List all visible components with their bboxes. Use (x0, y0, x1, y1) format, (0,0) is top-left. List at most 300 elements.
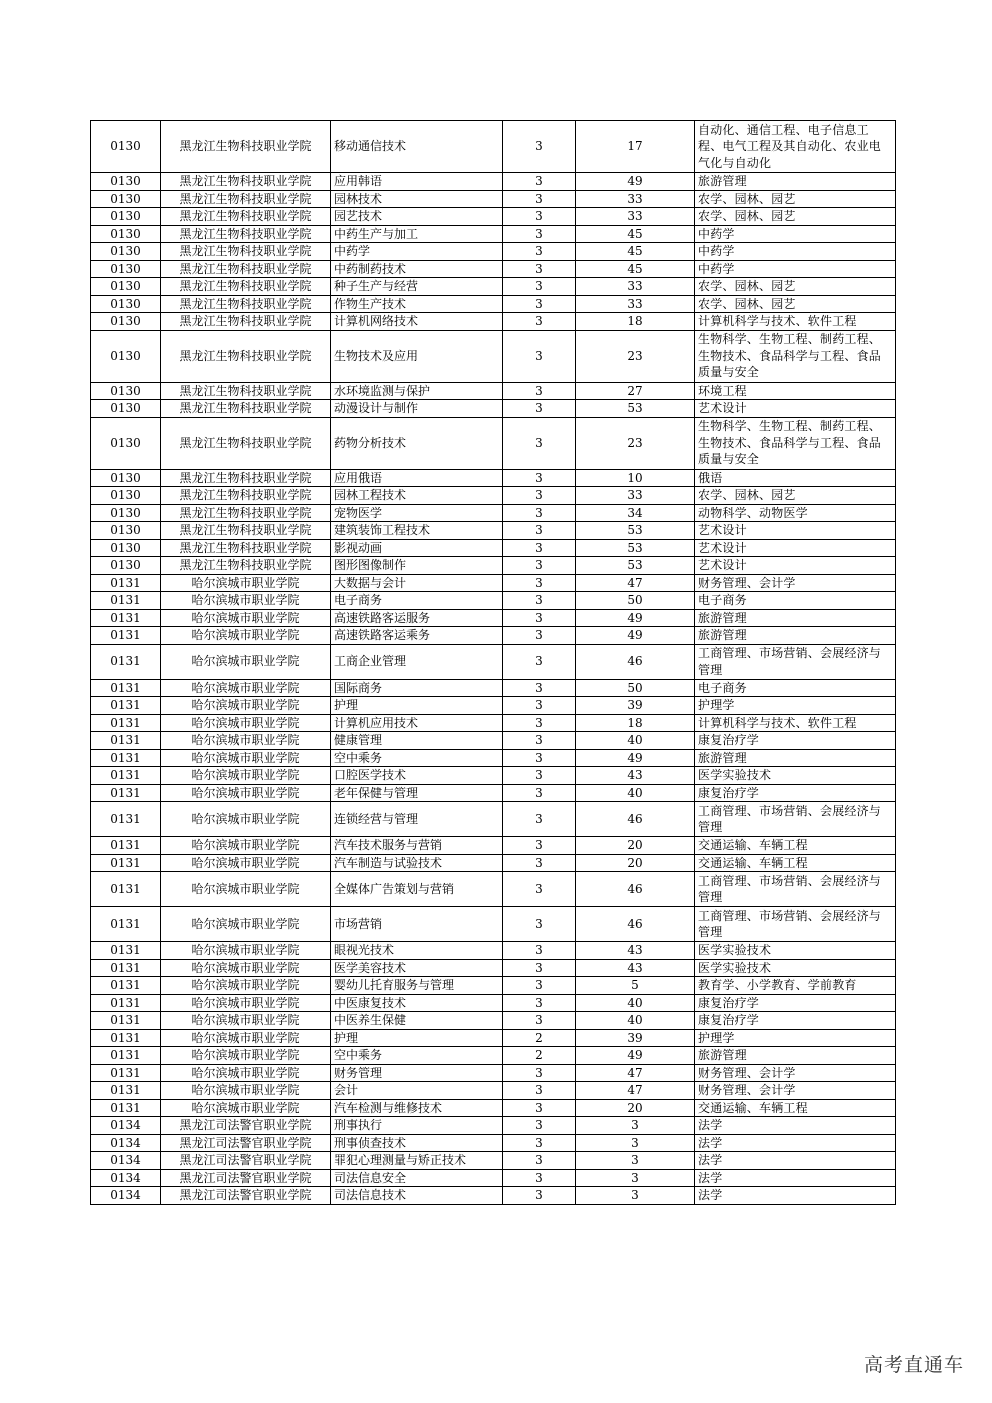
table-row (91, 487, 896, 505)
school-code-cell: 0130 (91, 330, 161, 382)
study-years-cell: 3 (503, 609, 576, 627)
school-name-cell: 哈尔滨城市职业学院 (161, 697, 331, 715)
table-row (91, 1169, 896, 1187)
category-code-cell: 43 (576, 942, 695, 960)
related-field-cell: 交通运输、车辆工程 (695, 837, 896, 855)
study-years-cell: 3 (503, 1134, 576, 1152)
school-name-cell: 哈尔滨城市职业学院 (161, 994, 331, 1012)
table-row (91, 539, 896, 557)
category-code-cell: 40 (576, 1012, 695, 1030)
related-field-cell: 法学 (695, 1117, 896, 1135)
related-field-cell: 康复治疗学 (695, 994, 896, 1012)
major-name-cell: 会计 (331, 1082, 503, 1100)
study-years-cell: 2 (503, 1047, 576, 1065)
major-name-cell: 市场营销 (331, 907, 503, 942)
category-code-cell: 33 (576, 190, 695, 208)
study-years-cell: 3 (503, 522, 576, 540)
table-row (91, 854, 896, 872)
table-row (91, 278, 896, 296)
related-field-cell: 旅游管理 (695, 173, 896, 191)
category-code-cell: 33 (576, 487, 695, 505)
major-name-cell: 连锁经营与管理 (331, 802, 503, 837)
school-code-cell: 0130 (91, 557, 161, 575)
major-name-cell: 汽车检测与维修技术 (331, 1099, 503, 1117)
major-name-cell: 护理 (331, 1029, 503, 1047)
related-field-cell: 康复治疗学 (695, 1012, 896, 1030)
major-name-cell: 口腔医学技术 (331, 767, 503, 785)
major-name-cell: 医学美容技术 (331, 959, 503, 977)
related-field-cell: 电子商务 (695, 592, 896, 610)
table-row (91, 1082, 896, 1100)
category-code-cell: 3 (576, 1187, 695, 1205)
table-row (91, 330, 896, 382)
table-row (91, 1012, 896, 1030)
study-years-cell: 3 (503, 260, 576, 278)
major-name-cell: 园艺技术 (331, 208, 503, 226)
study-years-cell: 3 (503, 1099, 576, 1117)
study-years-cell: 3 (503, 627, 576, 645)
table-row (91, 732, 896, 750)
school-code-cell: 0130 (91, 469, 161, 487)
category-code-cell: 45 (576, 225, 695, 243)
major-name-cell: 动漫设计与制作 (331, 400, 503, 418)
school-code-cell: 0130 (91, 417, 161, 469)
school-name-cell: 黑龙江生物科技职业学院 (161, 313, 331, 331)
related-field-cell: 农学、园林、园艺 (695, 295, 896, 313)
table-row (91, 749, 896, 767)
school-name-cell: 哈尔滨城市职业学院 (161, 732, 331, 750)
study-years-cell: 3 (503, 313, 576, 331)
related-field-cell: 法学 (695, 1187, 896, 1205)
category-code-cell: 46 (576, 872, 695, 907)
study-years-cell: 3 (503, 417, 576, 469)
school-code-cell: 0134 (91, 1187, 161, 1205)
related-field-cell: 旅游管理 (695, 749, 896, 767)
major-name-cell: 大数据与会计 (331, 574, 503, 592)
major-name-cell: 建筑装饰工程技术 (331, 522, 503, 540)
category-code-cell: 53 (576, 522, 695, 540)
study-years-cell: 3 (503, 592, 576, 610)
study-years-cell: 3 (503, 732, 576, 750)
table-row (91, 1187, 896, 1205)
table-row (91, 1064, 896, 1082)
related-field-cell: 农学、园林、园艺 (695, 487, 896, 505)
study-years-cell: 3 (503, 767, 576, 785)
related-field-cell: 工商管理、市场营销、会展经济与管理 (695, 802, 896, 837)
category-code-cell: 5 (576, 977, 695, 995)
school-code-cell: 0134 (91, 1134, 161, 1152)
table-row (91, 802, 896, 837)
table-row (91, 504, 896, 522)
table-row (91, 977, 896, 995)
table-row (91, 417, 896, 469)
study-years-cell: 3 (503, 977, 576, 995)
school-name-cell: 黑龙江司法警官职业学院 (161, 1169, 331, 1187)
table-row (91, 767, 896, 785)
category-code-cell: 18 (576, 313, 695, 331)
related-field-cell: 计算机科学与技术、软件工程 (695, 714, 896, 732)
major-name-cell: 宠物医学 (331, 504, 503, 522)
school-name-cell: 哈尔滨城市职业学院 (161, 907, 331, 942)
study-years-cell: 3 (503, 907, 576, 942)
table-row (91, 907, 896, 942)
school-name-cell: 黑龙江生物科技职业学院 (161, 260, 331, 278)
school-code-cell: 0130 (91, 190, 161, 208)
table-row (91, 400, 896, 418)
major-name-cell: 生物技术及应用 (331, 330, 503, 382)
major-name-cell: 中医康复技术 (331, 994, 503, 1012)
school-name-cell: 黑龙江生物科技职业学院 (161, 295, 331, 313)
table-row (91, 697, 896, 715)
school-name-cell: 哈尔滨城市职业学院 (161, 1064, 331, 1082)
school-name-cell: 黑龙江生物科技职业学院 (161, 522, 331, 540)
school-code-cell: 0131 (91, 732, 161, 750)
table-row (91, 469, 896, 487)
school-name-cell: 哈尔滨城市职业学院 (161, 1082, 331, 1100)
category-code-cell: 50 (576, 592, 695, 610)
major-name-cell: 计算机应用技术 (331, 714, 503, 732)
table-row (91, 679, 896, 697)
category-code-cell: 46 (576, 907, 695, 942)
school-code-cell: 0130 (91, 313, 161, 331)
study-years-cell: 3 (503, 225, 576, 243)
category-code-cell: 49 (576, 1047, 695, 1065)
related-field-cell: 农学、园林、园艺 (695, 208, 896, 226)
category-code-cell: 53 (576, 539, 695, 557)
school-code-cell: 0131 (91, 837, 161, 855)
related-field-cell: 护理学 (695, 1029, 896, 1047)
table-row (91, 609, 896, 627)
category-code-cell: 20 (576, 1099, 695, 1117)
category-code-cell: 47 (576, 1064, 695, 1082)
category-code-cell: 49 (576, 609, 695, 627)
school-name-cell: 黑龙江司法警官职业学院 (161, 1134, 331, 1152)
school-code-cell: 0130 (91, 295, 161, 313)
major-name-cell: 园林工程技术 (331, 487, 503, 505)
school-name-cell: 黑龙江生物科技职业学院 (161, 208, 331, 226)
major-name-cell: 中医养生保健 (331, 1012, 503, 1030)
category-code-cell: 43 (576, 767, 695, 785)
study-years-cell: 3 (503, 1117, 576, 1135)
table-row (91, 627, 896, 645)
study-years-cell: 3 (503, 469, 576, 487)
study-years-cell: 3 (503, 1169, 576, 1187)
related-field-cell: 农学、园林、园艺 (695, 190, 896, 208)
study-years-cell: 3 (503, 173, 576, 191)
major-name-cell: 高速铁路客运服务 (331, 609, 503, 627)
category-code-cell: 40 (576, 994, 695, 1012)
category-code-cell: 39 (576, 697, 695, 715)
category-code-cell: 3 (576, 1117, 695, 1135)
major-name-cell: 司法信息安全 (331, 1169, 503, 1187)
related-field-cell: 中药学 (695, 225, 896, 243)
study-years-cell: 3 (503, 539, 576, 557)
table-row (91, 1117, 896, 1135)
study-years-cell: 3 (503, 942, 576, 960)
school-code-cell: 0131 (91, 1012, 161, 1030)
major-name-cell: 应用韩语 (331, 173, 503, 191)
major-name-cell: 汽车制造与试验技术 (331, 854, 503, 872)
table-row (91, 714, 896, 732)
major-name-cell: 护理 (331, 697, 503, 715)
study-years-cell: 3 (503, 959, 576, 977)
major-name-cell: 移动通信技术 (331, 121, 503, 173)
school-name-cell: 黑龙江司法警官职业学院 (161, 1187, 331, 1205)
school-name-cell: 哈尔滨城市职业学院 (161, 627, 331, 645)
major-name-cell: 眼视光技术 (331, 942, 503, 960)
related-field-cell: 康复治疗学 (695, 784, 896, 802)
table-row (91, 557, 896, 575)
school-code-cell: 0130 (91, 487, 161, 505)
related-field-cell: 教育学、小学教育、学前教育 (695, 977, 896, 995)
table-row (91, 994, 896, 1012)
school-code-cell: 0130 (91, 208, 161, 226)
major-name-cell: 空中乘务 (331, 749, 503, 767)
related-field-cell: 护理学 (695, 697, 896, 715)
category-code-cell: 46 (576, 644, 695, 679)
related-field-cell: 康复治疗学 (695, 732, 896, 750)
table-row (91, 1099, 896, 1117)
school-name-cell: 黑龙江生物科技职业学院 (161, 278, 331, 296)
category-code-cell: 50 (576, 679, 695, 697)
school-code-cell: 0131 (91, 749, 161, 767)
school-name-cell: 黑龙江生物科技职业学院 (161, 225, 331, 243)
study-years-cell: 3 (503, 714, 576, 732)
school-code-cell: 0134 (91, 1117, 161, 1135)
category-code-cell: 49 (576, 749, 695, 767)
major-name-cell: 刑事侦查技术 (331, 1134, 503, 1152)
school-code-cell: 0131 (91, 959, 161, 977)
category-code-cell: 33 (576, 295, 695, 313)
school-code-cell: 0131 (91, 1064, 161, 1082)
table-row (91, 1152, 896, 1170)
study-years-cell: 3 (503, 208, 576, 226)
table-row (91, 942, 896, 960)
related-field-cell: 环境工程 (695, 382, 896, 400)
category-code-cell: 40 (576, 784, 695, 802)
admission-table (90, 120, 896, 1205)
major-name-cell: 电子商务 (331, 592, 503, 610)
major-name-cell: 老年保健与管理 (331, 784, 503, 802)
school-code-cell: 0131 (91, 592, 161, 610)
related-field-cell: 财务管理、会计学 (695, 1064, 896, 1082)
admission-table-body (91, 121, 896, 1205)
related-field-cell: 艺术设计 (695, 539, 896, 557)
major-name-cell: 罪犯心理测量与矫正技术 (331, 1152, 503, 1170)
school-name-cell: 哈尔滨城市职业学院 (161, 837, 331, 855)
related-field-cell: 法学 (695, 1169, 896, 1187)
related-field-cell: 法学 (695, 1152, 896, 1170)
major-name-cell: 高速铁路客运乘务 (331, 627, 503, 645)
school-code-cell: 0131 (91, 609, 161, 627)
major-name-cell: 中药生产与加工 (331, 225, 503, 243)
category-code-cell: 17 (576, 121, 695, 173)
category-code-cell: 49 (576, 173, 695, 191)
category-code-cell: 3 (576, 1152, 695, 1170)
school-name-cell: 黑龙江生物科技职业学院 (161, 173, 331, 191)
study-years-cell: 3 (503, 278, 576, 296)
major-name-cell: 影视动画 (331, 539, 503, 557)
school-name-cell: 哈尔滨城市职业学院 (161, 872, 331, 907)
school-name-cell: 黑龙江生物科技职业学院 (161, 400, 331, 418)
school-name-cell: 黑龙江生物科技职业学院 (161, 243, 331, 261)
school-code-cell: 0130 (91, 400, 161, 418)
school-code-cell: 0131 (91, 679, 161, 697)
major-name-cell: 图形图像制作 (331, 557, 503, 575)
school-code-cell: 0131 (91, 767, 161, 785)
major-name-cell: 计算机网络技术 (331, 313, 503, 331)
school-code-cell: 0131 (91, 854, 161, 872)
table-row (91, 592, 896, 610)
related-field-cell: 工商管理、市场营销、会展经济与管理 (695, 907, 896, 942)
category-code-cell: 33 (576, 278, 695, 296)
school-name-cell: 哈尔滨城市职业学院 (161, 1099, 331, 1117)
study-years-cell: 3 (503, 243, 576, 261)
school-code-cell: 0130 (91, 504, 161, 522)
related-field-cell: 艺术设计 (695, 557, 896, 575)
school-code-cell: 0131 (91, 907, 161, 942)
school-code-cell: 0130 (91, 121, 161, 173)
school-code-cell: 0134 (91, 1152, 161, 1170)
major-name-cell: 作物生产技术 (331, 295, 503, 313)
related-field-cell: 医学实验技术 (695, 767, 896, 785)
school-code-cell: 0131 (91, 1082, 161, 1100)
category-code-cell: 53 (576, 400, 695, 418)
category-code-cell: 3 (576, 1134, 695, 1152)
school-code-cell: 0131 (91, 574, 161, 592)
related-field-cell: 交通运输、车辆工程 (695, 1099, 896, 1117)
table-row (91, 173, 896, 191)
related-field-cell: 艺术设计 (695, 400, 896, 418)
related-field-cell: 旅游管理 (695, 627, 896, 645)
school-name-cell: 哈尔滨城市职业学院 (161, 959, 331, 977)
school-name-cell: 哈尔滨城市职业学院 (161, 854, 331, 872)
school-name-cell: 黑龙江司法警官职业学院 (161, 1117, 331, 1135)
study-years-cell: 3 (503, 854, 576, 872)
category-code-cell: 10 (576, 469, 695, 487)
major-name-cell: 中药制药技术 (331, 260, 503, 278)
category-code-cell: 39 (576, 1029, 695, 1047)
table-row (91, 1047, 896, 1065)
school-code-cell: 0130 (91, 382, 161, 400)
related-field-cell: 法学 (695, 1134, 896, 1152)
major-name-cell: 园林技术 (331, 190, 503, 208)
study-years-cell: 3 (503, 295, 576, 313)
school-name-cell: 哈尔滨城市职业学院 (161, 784, 331, 802)
related-field-cell: 医学实验技术 (695, 959, 896, 977)
school-name-cell: 哈尔滨城市职业学院 (161, 977, 331, 995)
school-name-cell: 哈尔滨城市职业学院 (161, 1029, 331, 1047)
major-name-cell: 健康管理 (331, 732, 503, 750)
table-row (91, 225, 896, 243)
category-code-cell: 43 (576, 959, 695, 977)
related-field-cell: 旅游管理 (695, 609, 896, 627)
school-name-cell: 黑龙江生物科技职业学院 (161, 121, 331, 173)
study-years-cell: 3 (503, 1187, 576, 1205)
related-field-cell: 交通运输、车辆工程 (695, 854, 896, 872)
school-code-cell: 0131 (91, 1047, 161, 1065)
study-years-cell: 3 (503, 697, 576, 715)
school-name-cell: 哈尔滨城市职业学院 (161, 574, 331, 592)
school-code-cell: 0131 (91, 627, 161, 645)
related-field-cell: 生物科学、生物工程、制药工程、生物技术、食品科学与工程、食品质量与安全 (695, 330, 896, 382)
category-code-cell: 20 (576, 854, 695, 872)
major-name-cell: 工商企业管理 (331, 644, 503, 679)
school-name-cell: 哈尔滨城市职业学院 (161, 609, 331, 627)
school-code-cell: 0131 (91, 644, 161, 679)
school-name-cell: 哈尔滨城市职业学院 (161, 1047, 331, 1065)
school-code-cell: 0130 (91, 260, 161, 278)
major-name-cell: 中药学 (331, 243, 503, 261)
major-name-cell: 国际商务 (331, 679, 503, 697)
major-name-cell: 应用俄语 (331, 469, 503, 487)
table-row (91, 1029, 896, 1047)
table-row (91, 1134, 896, 1152)
school-code-cell: 0131 (91, 942, 161, 960)
school-name-cell: 黑龙江生物科技职业学院 (161, 487, 331, 505)
category-code-cell: 47 (576, 1082, 695, 1100)
major-name-cell: 种子生产与经营 (331, 278, 503, 296)
table-row (91, 295, 896, 313)
study-years-cell: 2 (503, 1029, 576, 1047)
study-years-cell: 3 (503, 1082, 576, 1100)
category-code-cell: 45 (576, 243, 695, 261)
study-years-cell: 3 (503, 1152, 576, 1170)
table-row (91, 260, 896, 278)
major-name-cell: 婴幼儿托育服务与管理 (331, 977, 503, 995)
table-row (91, 837, 896, 855)
category-code-cell: 33 (576, 208, 695, 226)
study-years-cell: 3 (503, 784, 576, 802)
school-name-cell: 哈尔滨城市职业学院 (161, 802, 331, 837)
school-name-cell: 黑龙江生物科技职业学院 (161, 504, 331, 522)
table-row (91, 644, 896, 679)
related-field-cell: 工商管理、市场营销、会展经济与管理 (695, 872, 896, 907)
school-name-cell: 黑龙江生物科技职业学院 (161, 330, 331, 382)
school-name-cell: 哈尔滨城市职业学院 (161, 749, 331, 767)
major-name-cell: 刑事执行 (331, 1117, 503, 1135)
related-field-cell: 中药学 (695, 260, 896, 278)
school-name-cell: 黑龙江生物科技职业学院 (161, 539, 331, 557)
related-field-cell: 工商管理、市场营销、会展经济与管理 (695, 644, 896, 679)
study-years-cell: 3 (503, 1012, 576, 1030)
major-name-cell: 财务管理 (331, 1064, 503, 1082)
related-field-cell: 电子商务 (695, 679, 896, 697)
study-years-cell: 3 (503, 574, 576, 592)
table-row (91, 872, 896, 907)
school-name-cell: 黑龙江生物科技职业学院 (161, 469, 331, 487)
related-field-cell: 农学、园林、园艺 (695, 278, 896, 296)
school-name-cell: 黑龙江司法警官职业学院 (161, 1152, 331, 1170)
table-row (91, 190, 896, 208)
school-code-cell: 0130 (91, 225, 161, 243)
major-name-cell: 汽车技术服务与营销 (331, 837, 503, 855)
major-name-cell: 药物分析技术 (331, 417, 503, 469)
study-years-cell: 3 (503, 121, 576, 173)
school-code-cell: 0130 (91, 278, 161, 296)
study-years-cell: 3 (503, 330, 576, 382)
table-row (91, 243, 896, 261)
school-code-cell: 0130 (91, 539, 161, 557)
study-years-cell: 3 (503, 504, 576, 522)
school-name-cell: 哈尔滨城市职业学院 (161, 644, 331, 679)
study-years-cell: 3 (503, 487, 576, 505)
related-field-cell: 艺术设计 (695, 522, 896, 540)
school-name-cell: 哈尔滨城市职业学院 (161, 767, 331, 785)
category-code-cell: 23 (576, 417, 695, 469)
category-code-cell: 20 (576, 837, 695, 855)
table-row (91, 784, 896, 802)
